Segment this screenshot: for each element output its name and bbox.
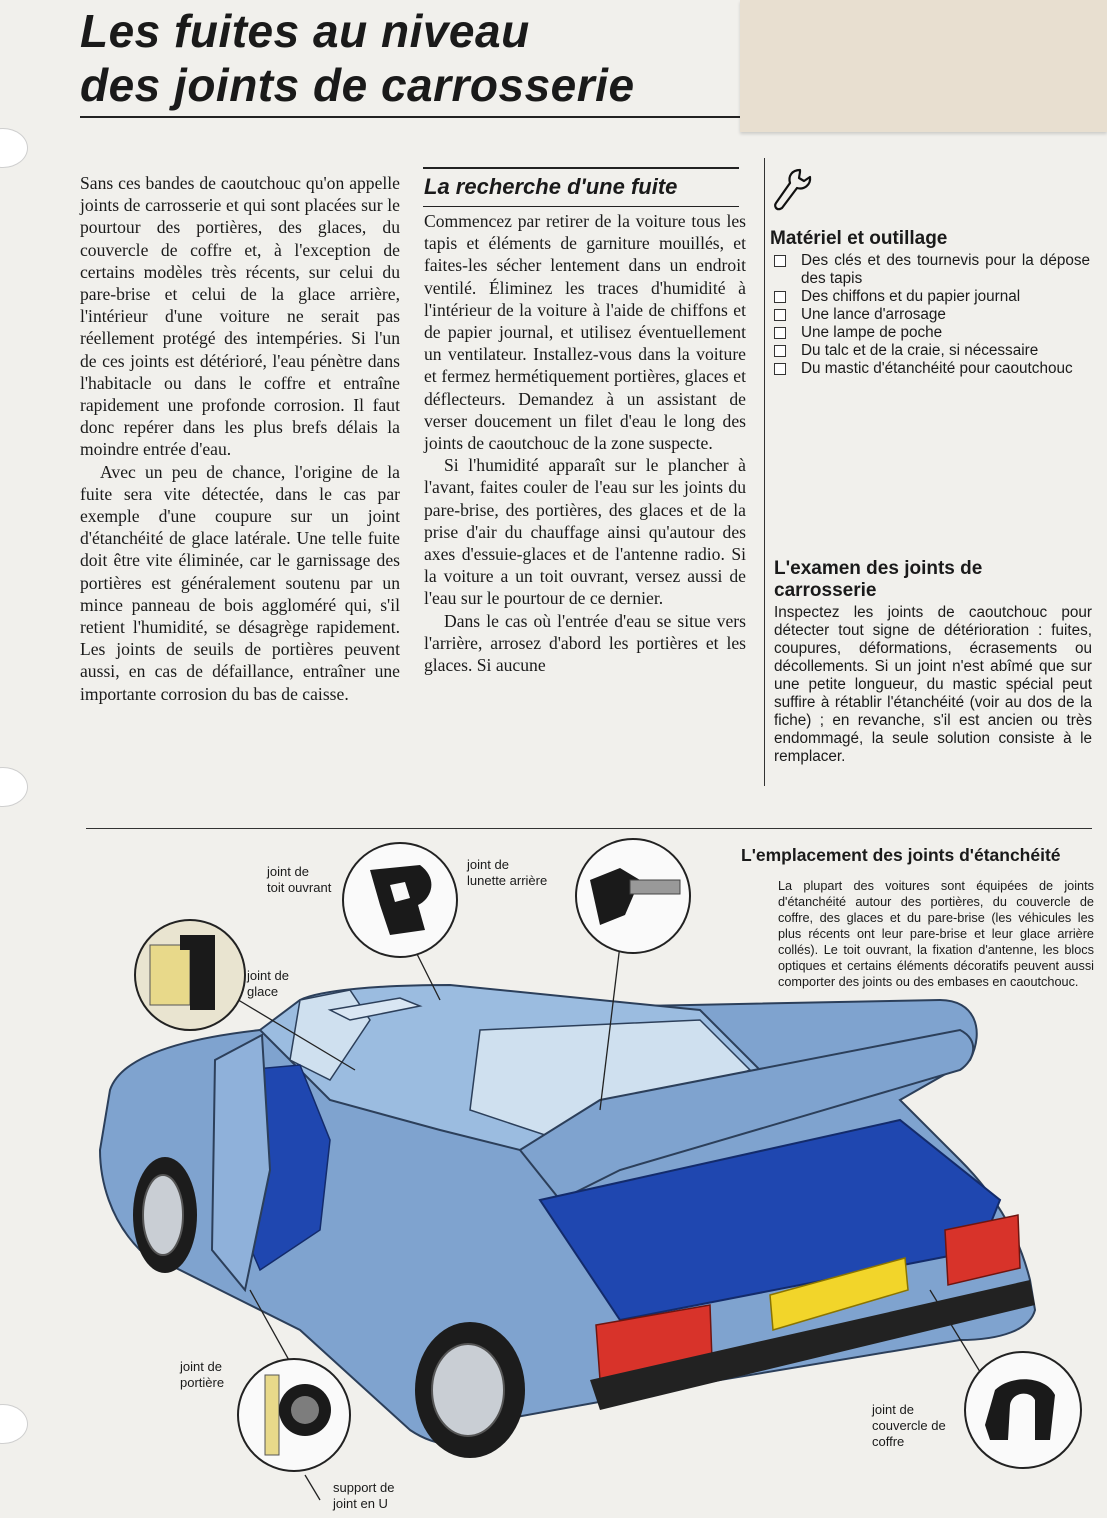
recherche-paragraph: Dans le cas où l'entrée d'eau se situe vers l'arrière, arrosez d'abord les portières et les glaces. Si aucune — [424, 610, 746, 676]
recherche-paragraph: Si l'humidité apparaît sur le plancher à l'avant, faites couler de l'eau sur les joints du pare-brise, des portières, des glaces et de la prise d'air du chauffage ainsi qu'autour des axes d'essuie-glaces et de l'antenne radio. Si la voiture a un toit ouvrant, versez aussi de l'eau sur le pourtour de ce dernier. — [424, 455, 746, 609]
recherche-column — [424, 210, 746, 676]
list-item: Une lampe de poche — [772, 324, 1090, 342]
page-title — [80, 4, 635, 112]
title-rule — [80, 116, 740, 118]
title-line-2: des joints de carrosserie — [80, 59, 635, 111]
list-item: Des clés et des tournevis pour la dépose des tapis — [772, 252, 1090, 288]
intro-paragraph: Avec un peu de chance, l'origine de la fuite sera vite détectée, dans le cas par exemple d'une coupure sur un joint d'étanchéité de glace latérale. Une telle fuite doit être vite éliminée, car le garnissage des portières est généralement soutenu par un mince panneau de bois aggloméré qui, s'il retient l'humidité, se désagrège rapidement. Les joints de seuils de portières peuvent aussi, en cas de défaillance, entraîner une importante corrosion du bas de caisse. — [80, 461, 400, 704]
materiel-list — [772, 252, 1090, 378]
list-item: Une lance d'arrosage — [772, 306, 1090, 324]
label-joint-portiere: joint de portière — [180, 1359, 225, 1390]
intro-column — [80, 172, 400, 705]
list-item: Du talc et de la craie, si nécessaire — [772, 342, 1090, 360]
column-divider — [764, 158, 765, 786]
list-item: Du mastic d'étanchéité pour caoutchouc — [772, 360, 1090, 378]
binder-hole — [0, 128, 28, 168]
examen-heading: L'examen des joints de carrosserie — [774, 558, 983, 601]
examen-text: Inspectez les joints de caoutchouc pour détecter tout signe de détérioration : fuites, coupures, déformations, écrasements ou décollements. Si un joint n'est abîmé que sur une petite longueur, du mastic spécial peut suffire à rétablir l'étanchéité (voir au dos de la fiche) ; en revanche, s'il est ancien ou très endommagé, la seule solution consiste à le remplacer. — [774, 604, 1092, 765]
label-joint-coffre: joint de couvercle de coffre — [872, 1402, 946, 1449]
detail-circle-toit — [343, 843, 457, 957]
emplacement-heading: L'emplacement des joints d'étanchéité — [741, 845, 1061, 865]
intro-paragraph: Sans ces bandes de caoutchouc qu'on appelle joints de carrosserie et qui sont placées sur le pourtour des portières, des glaces, du couvercle de coffre et, à l'exception de certains modèles très récents, sur celui du pare-brise et celui de la glace arrière, l'intérieur d'une voiture ne serait pas réellement protégé des intempéries. Si l'un de ces joints est détérioré, l'eau pénètre dans l'habitacle ou dans le coffre et entraîne rapidement une profonde corrosion. Il faut donc repérer dans les plus brefs délais la moindre entrée d'eau. — [80, 173, 400, 460]
checkbox-icon — [774, 363, 786, 375]
section-rule — [423, 167, 739, 169]
checkbox-icon — [774, 327, 786, 339]
detail-circle-glace — [135, 920, 245, 1030]
label-joint-lunette-arriere: joint de lunette arrière — [467, 857, 548, 888]
label-joint-toit-ouvrant: joint de toit ouvrant — [267, 864, 332, 895]
title-line-1: Les fuites au niveau — [80, 5, 530, 57]
materiel-heading: Matériel et outillage — [770, 228, 948, 249]
detail-circle-lunette — [576, 839, 690, 953]
checkbox-icon — [774, 309, 786, 321]
wrench-icon — [770, 166, 816, 214]
checkbox-icon — [774, 291, 786, 303]
section-rule — [423, 206, 739, 207]
list-item: Des chiffons et du papier journal — [772, 288, 1090, 306]
emplacement-text: La plupart des voitures sont équipées de joints d'étanchéité autour des portières, du couvercle de coffre, des glaces et du pare-brise (les véhicules les plus récents ont leur pare-brise et leur glace arrière collés). Le toit ouvrant, la fixation d'antenne, les blocs optiques et certains éléments décoratifs peuvent aussi comporter des joints ou des embases en caoutchouc. — [778, 879, 1094, 989]
recherche-heading: La recherche d'une fuite — [424, 174, 678, 199]
page-tab — [740, 0, 1107, 132]
wheel-hub — [432, 1344, 504, 1436]
recherche-paragraph: Commencez par retirer de la voiture tous les tapis et éléments de garniture mouillés, et faites-les sécher lentement dans un endroit ventilé. Éliminez les traces d'humidité à l'intérieur de la voiture à l'aide de chiffons et de papier journal, et utilisez éventuellement un ventilateur. Installez-vous dans la voiture et fermez hermétiquement portières, glaces et déflecteurs. Demandez à un assistant de verser doucement un filet d'eau le long des joints de caoutchouc de la zone suspecte. — [424, 211, 746, 454]
label-joint-glace: joint de glace — [247, 968, 289, 999]
section-rule — [86, 828, 1092, 829]
label-support-joint: support de joint en U — [333, 1480, 395, 1511]
checkbox-icon — [774, 255, 786, 267]
checkbox-icon — [774, 345, 786, 357]
wheel-hub — [143, 1175, 183, 1255]
binder-hole — [0, 767, 28, 807]
